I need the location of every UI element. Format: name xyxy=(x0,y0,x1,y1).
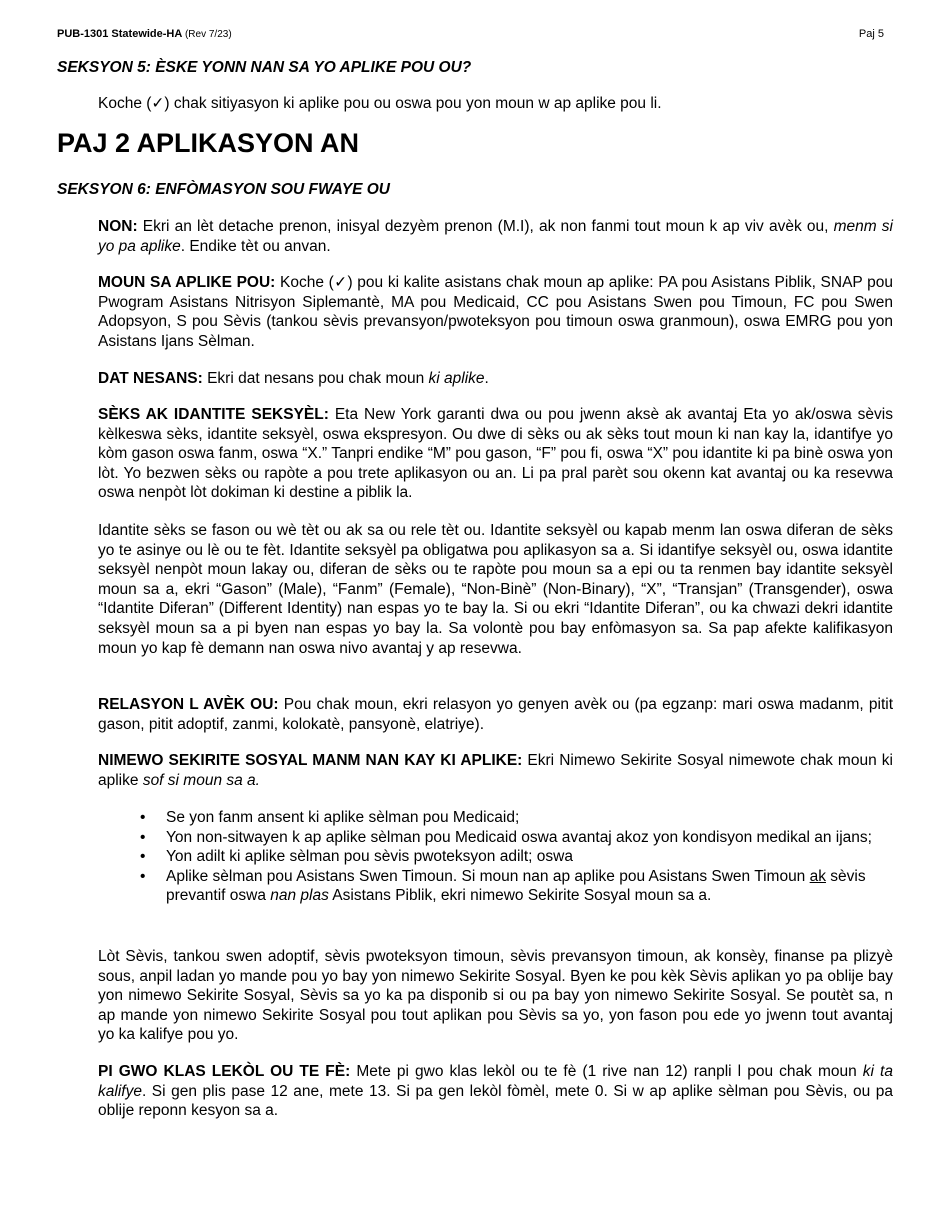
dat-text: Ekri dat nesans pou chak moun xyxy=(202,370,429,387)
seks-paragraph xyxy=(98,405,893,503)
list-item-text: Yon adilt ki aplike sèlman pou sèvis pwoteksyon adilt; oswa xyxy=(166,848,573,866)
moun-sa-aplike-pou-paragraph xyxy=(98,273,893,351)
page-number: Paj 5 xyxy=(858,28,884,40)
dat-text-end: . xyxy=(484,370,489,387)
non-italic: menm si yo pa aplike xyxy=(98,218,893,255)
seks-label: SÈKS AK IDANTITE SEKSYÈL: xyxy=(98,406,329,423)
non-label: NON: xyxy=(98,218,138,235)
moun-text: Koche (✓) pou ki kalite asistans chak moun ap aplike: PA pou Asistans Piblik, SNAP pou Pwogram Asistans Nitrisyon Siplemantè, MA pou Medicaid, CC pou Asistans Swen pou Timoun, FC pou Swen Adopsyon, S pou Sèvis (tankou sèvis prevansyon/pwoteksyon pou timoun oswa granmoun), oswa EMRG pou yon Asistans Ijans Sèlman. xyxy=(98,274,893,350)
ssn-exception-list xyxy=(98,808,893,906)
list-item-text: Yon non-sitwayen k ap aplike sèlman pou Medicaid oswa avantaj akoz yon kondisyon medikal an ijans; xyxy=(166,828,872,846)
dat-nesans-paragraph xyxy=(98,369,893,389)
dat-italic: ki aplike xyxy=(428,370,485,387)
lot-sevis-paragraph: Lòt Sèvis, tankou swen adoptif, sèvis pwoteksyon timoun, sèvis prevansyon timoun, ak konsèy, finanse pa plizyè sous, anpil ladan yo mande pou yo bay yon nimewo Sekirite Sosyal. Byen ke pou kèk Sèvis aplikan yo pa oblije bay yon nimewo Sekirite Sosyal, Sèvis sa yo ka pa disponib si ou pa bay yon nimewo Sekirite Sosyal. Se poutèt sa, n ap mande yon nimewo Sekirite Sosyal pou tout aplikan pou Sèvis sa yo, yon fason pou ede yo jwenn tout avantaj yo ka kalifye pou yo. xyxy=(98,948,893,1044)
list-item xyxy=(98,847,893,867)
list-item xyxy=(98,828,893,848)
idantite-paragraph: Idantite sèks se fason ou wè tèt ou ak sa ou rele tèt ou. Idantite seksyèl ou kapab menm lan oswa diferan de sèks yo te asinye ou lè ou te fèt. Idantite seksyèl pa obligatwa pou aplikasyon sa a. Si idantifye seksyèl ou, oswa idantite seksyèl nenpòt moun lakay ou, diferan de sèks ou te rapòte pou moun sa a epi ou ta renmen bay idantite seksyèl moun sa a, ekri “Gason” (Male), “Fanm” (Female), “Non-Binè” (Non-Binary), “X”, “Transjan” (Transgender), oswa “Idantite Diferan” (Different Identity) nan espas yo te bay la. Si ou ekri “Idantite Diferan”, ou ka chwazi dekri idantite seksyèl moun sa a pi byen nan espas yo bay la. Sa volontè pou bay enfòmasyon sa. Sa pap afekte kalifikasyon moun yo kap fè demann nan oswa nivo avantaj y ap resevwa. xyxy=(98,522,893,657)
list-item-text: Asistans Piblik, ekri nimewo Sekirite Sosyal moun sa a. xyxy=(328,887,712,905)
bullet-icon: • xyxy=(140,848,146,866)
dat-label: DAT NESANS: xyxy=(98,370,203,387)
klas-text-end: . Si gen plis pase 12 ane, mete 13. Si pa gen lekòl fòmèl, mete 0. Si w ap aplike sèlman pou Sèvis, ou pa oblije reponn kesyon sa a. xyxy=(98,1082,893,1120)
form-id: PUB-1301 Statewide-HA xyxy=(57,28,182,40)
list-item-italic: nan plas xyxy=(270,887,329,905)
bullet-icon: • xyxy=(140,828,146,846)
relasyon-text: Pou chak moun, ekri relasyon yo genyen avèk ou (pa egzanp: mari oswa madanm, pitit gason, pitit adoptif, zanmi, kolokatè, pansyonè, elatriye). xyxy=(98,696,894,733)
list-item-text: sèvis prevantif oswa xyxy=(166,867,866,905)
list-item xyxy=(98,867,893,906)
nimewo-text: Ekri Nimewo Sekirite Sosyal nimewote chak moun ki aplike xyxy=(98,752,893,789)
non-text: Ekri an lèt detache prenon, inisyal dezyèm prenon (M.I), ak non fanmi tout moun k ap viv avèk ou, xyxy=(137,218,834,235)
klas-paragraph xyxy=(98,1062,893,1121)
bullet-icon: • xyxy=(140,809,146,826)
moun-label: MOUN SA APLIKE POU: xyxy=(98,274,276,291)
non-text-end: . Endike tèt ou anvan. xyxy=(180,237,331,255)
section-6-heading: SEKSYON 6: ENFÒMASYON SOU FWAYE OU xyxy=(57,181,391,198)
list-item-underline: ak xyxy=(809,867,826,885)
section-5-heading: SEKSYON 5: ÈSKE YONN NAN SA YO APLIKE POU OU? xyxy=(57,59,472,76)
klas-italic: ki ta kalifye xyxy=(98,1063,893,1100)
list-item-text: Se yon fanm ansent ki aplike sèlman pou Medicaid; xyxy=(166,809,520,826)
nimewo-paragraph xyxy=(98,751,893,790)
non-paragraph xyxy=(98,217,893,256)
nimewo-label: NIMEWO SEKIRITE SOSYAL MANM NAN KAY KI APLIKE: xyxy=(98,752,523,769)
form-revision: (Rev 7/23) xyxy=(184,29,232,40)
klas-label: PI GWO KLAS LEKÒL OU TE FÈ: xyxy=(98,1063,351,1080)
section-5-instruction: Koche (✓) chak sitiyasyon ki aplike pou ou oswa pou yon moun w ap aplike pou li. xyxy=(98,95,662,112)
bullet-icon: • xyxy=(140,867,146,885)
relasyon-paragraph xyxy=(98,695,893,734)
list-item-text: Aplike sèlman pou Asistans Swen Timoun. Si moun nan ap aplike pou Asistans Swen Timoun xyxy=(166,867,810,885)
form-id-header xyxy=(57,28,232,40)
relasyon-label: RELASYON L AVÈK OU: xyxy=(98,696,279,713)
page-2-title: PAJ 2 APLIKASYON AN xyxy=(57,128,360,158)
seks-text: Eta New York garanti dwa ou pou jwenn aksè ak avantaj Eta yo ak/oswa sèvis kèlkeswa sèks, idantite seksyèl, oswa ekspresyon. Ou dwe di sèks ou ak sèks tout moun ki nan kay la, idantifye yo kòm gason oswa fanm, oswa “X.” Tanpri endike “M” pou gason, “F” pou fi, oswa “X” pou idantite ki pa binè oswa yon lòt. Yo bezwen sèks ou rapòte a pou trete aplikasyon ou an. Li pa pral parèt sou okenn kat avantaj ou ka resevwa oswa nenpòt lòt dokiman ki destine a piblik la. xyxy=(98,406,893,502)
klas-text: Mete pi gwo klas lekòl ou te fè (1 rive nan 12) ranpli l pou chak moun xyxy=(350,1063,863,1080)
list-item xyxy=(98,808,893,828)
nimewo-italic: sof si moun sa a. xyxy=(142,771,260,789)
